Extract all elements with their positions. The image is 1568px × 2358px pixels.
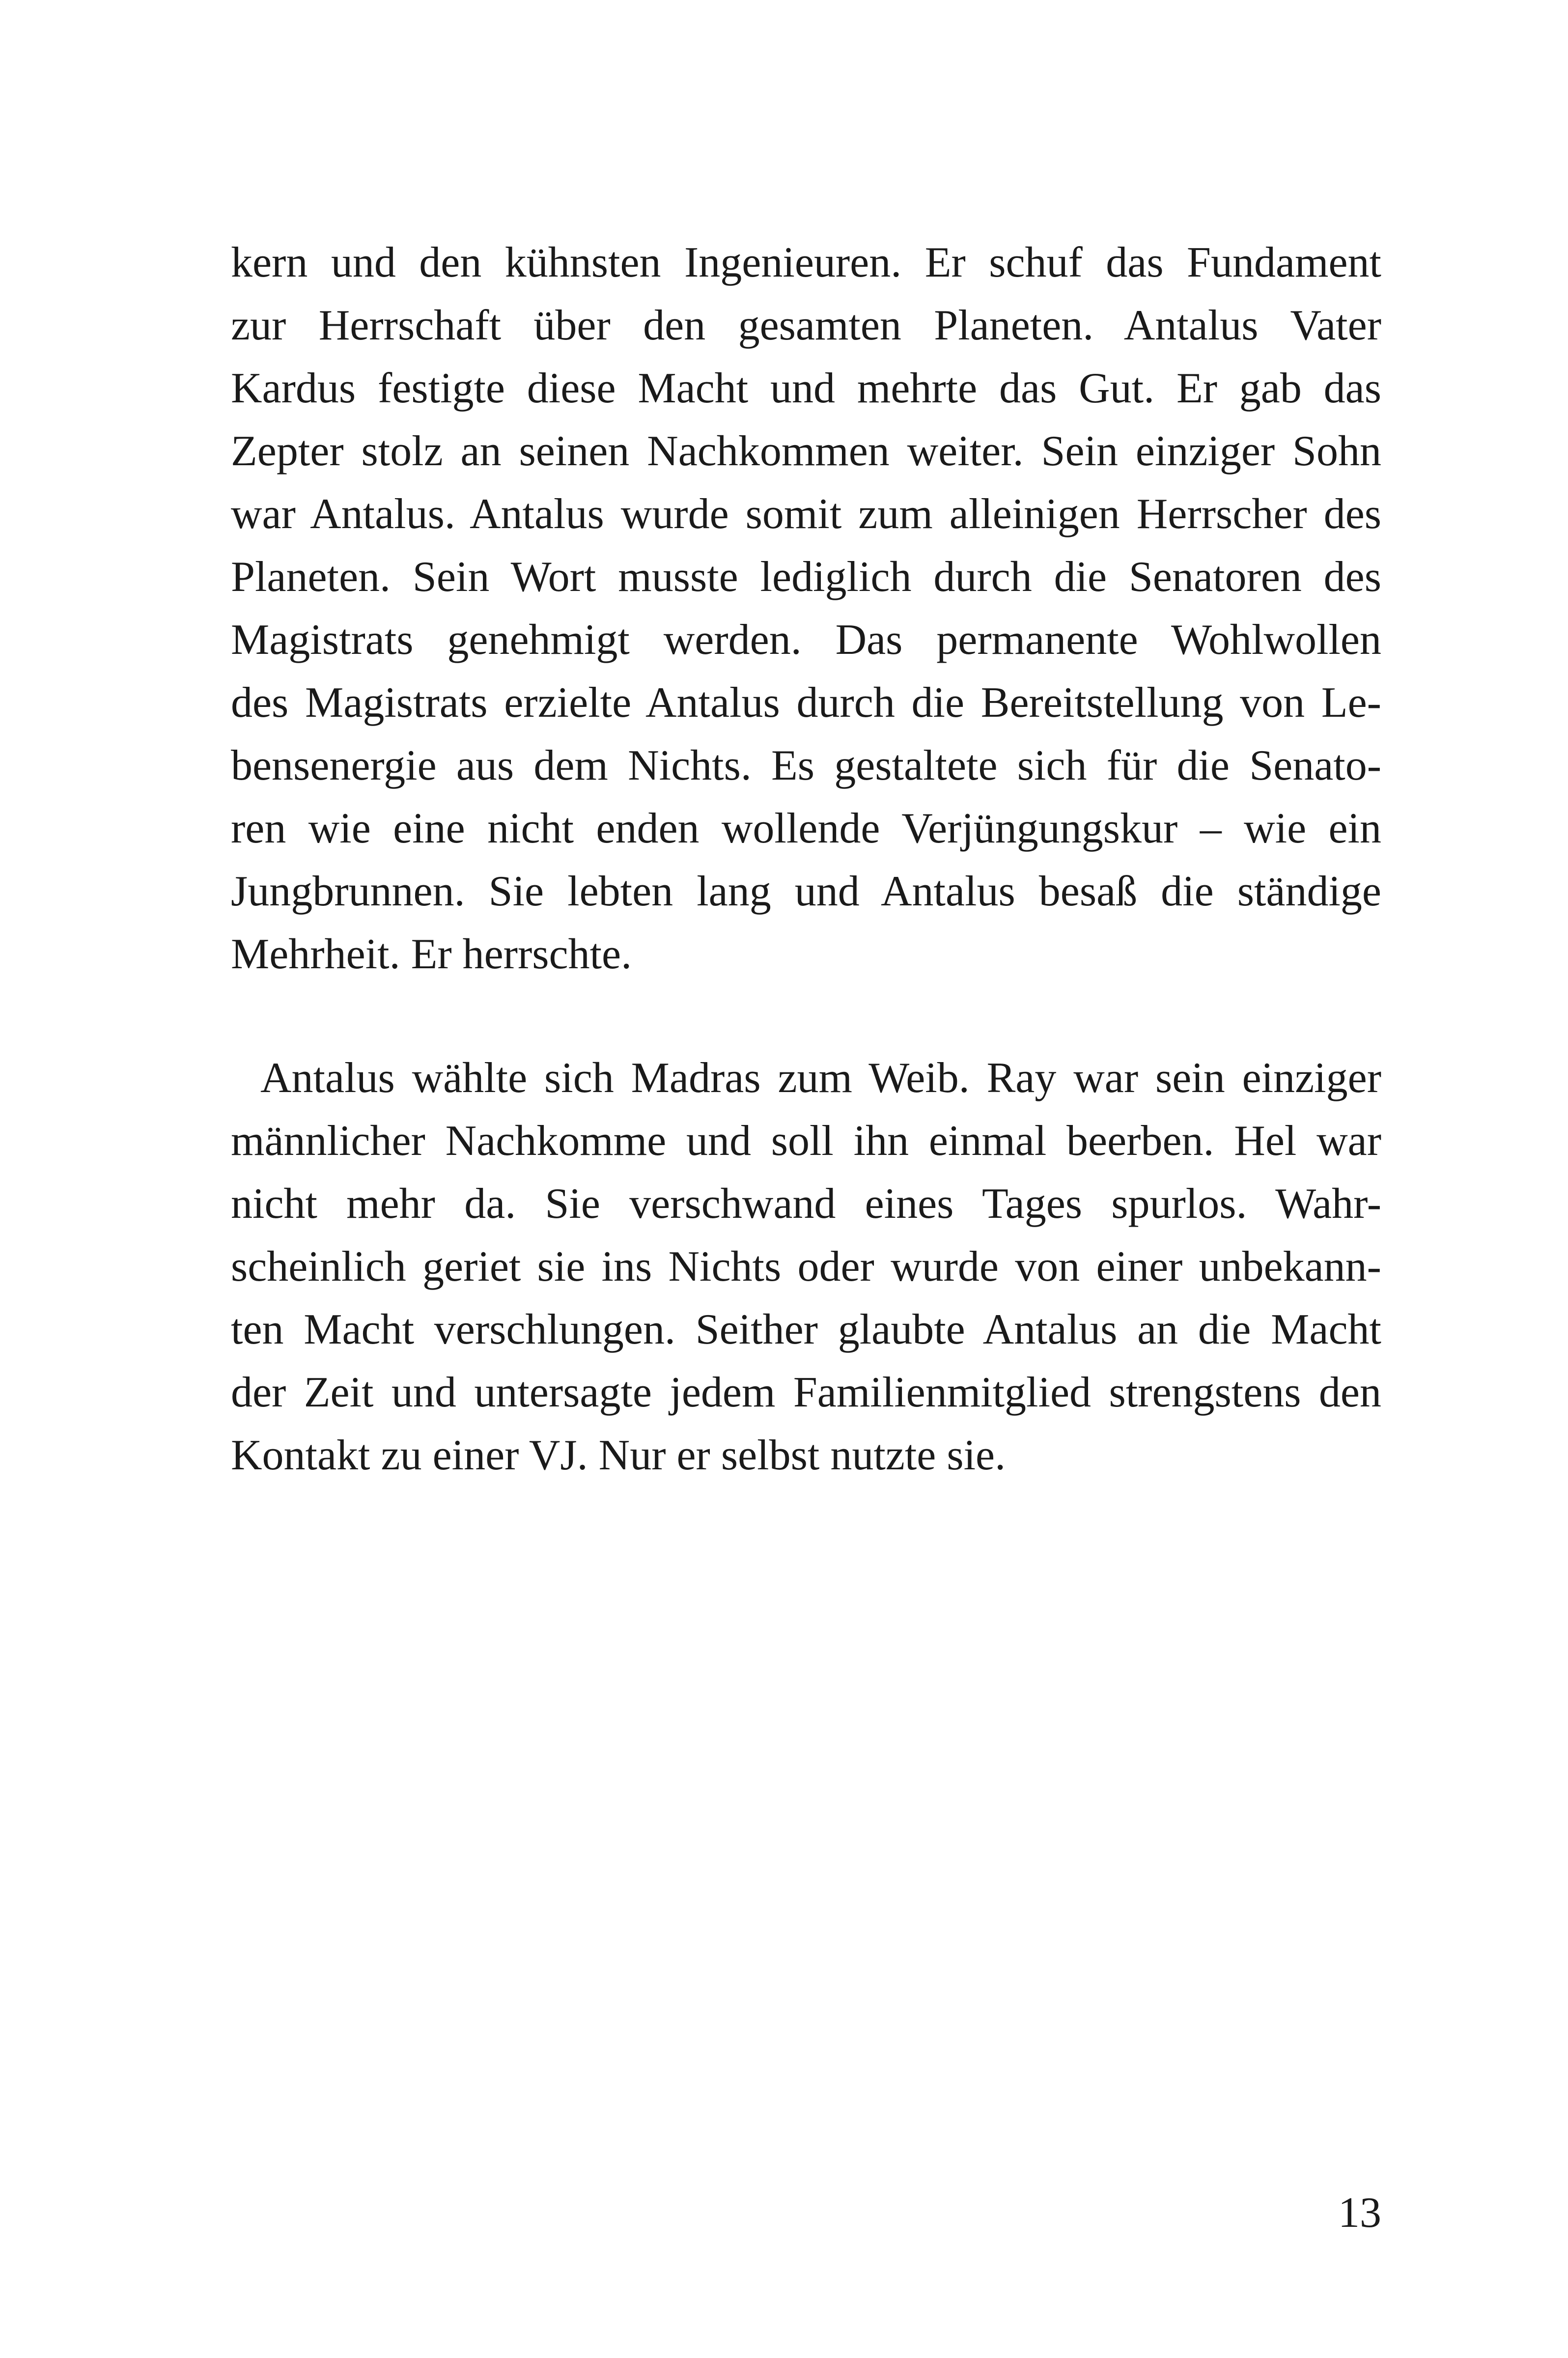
text-line: des Magistrats erzielte Antalus durch die Bereitstellung von Le- — [231, 679, 1381, 727]
text-line: war Antalus. Antalus wurde somit zum alleinigen Herrscher des — [231, 490, 1381, 538]
text-line: ten Macht verschlungen. Seither glaubte Antalus an die Macht — [231, 1306, 1381, 1353]
text-line: scheinlich geriet sie ins Nichts oder wurde von einer unbekann- — [231, 1243, 1381, 1291]
text-line: Zepter stolz an seinen Nachkommen weiter. Sein einziger Sohn — [231, 427, 1381, 475]
text-line: ren wie eine nicht enden wollende Verjüngungskur – wie ein — [231, 805, 1381, 852]
text-line: nicht mehr da. Sie verschwand eines Tages spurlos. Wahr- — [231, 1180, 1381, 1228]
text-line: Magistrats genehmigt werden. Das permanente Wohlwollen — [231, 616, 1381, 664]
text-line: Kardus festigte diese Macht und mehrte das Gut. Er gab das — [231, 365, 1381, 412]
page-number: 13 — [1338, 2189, 1381, 2237]
text-line: Jungbrunnen. Sie lebten lang und Antalus besaß die ständige — [231, 868, 1381, 915]
text-line: männlicher Nachkomme und soll ihn einmal beerben. Hel war — [231, 1117, 1381, 1165]
text-line: Mehrheit. Er herrschte. — [231, 930, 632, 978]
text-line: bensenergie aus dem Nichts. Es gestaltete sich für die Senato- — [231, 742, 1381, 789]
text-line: Kontakt zu einer VJ. Nur er selbst nutzte sie. — [231, 1432, 1006, 1479]
text-line: der Zeit und untersagte jedem Familienmitglied strengstens den — [231, 1369, 1381, 1416]
text-line: zur Herrschaft über den gesamten Planeten. Antalus Vater — [231, 302, 1381, 349]
text-line: kern und den kühnsten Ingenieuren. Er schuf das Fundament — [231, 239, 1381, 286]
text-line: Antalus wählte sich Madras zum Weib. Ray war sein einziger — [260, 1054, 1381, 1102]
text-line: Planeten. Sein Wort musste lediglich durch die Senatoren des — [231, 553, 1381, 601]
